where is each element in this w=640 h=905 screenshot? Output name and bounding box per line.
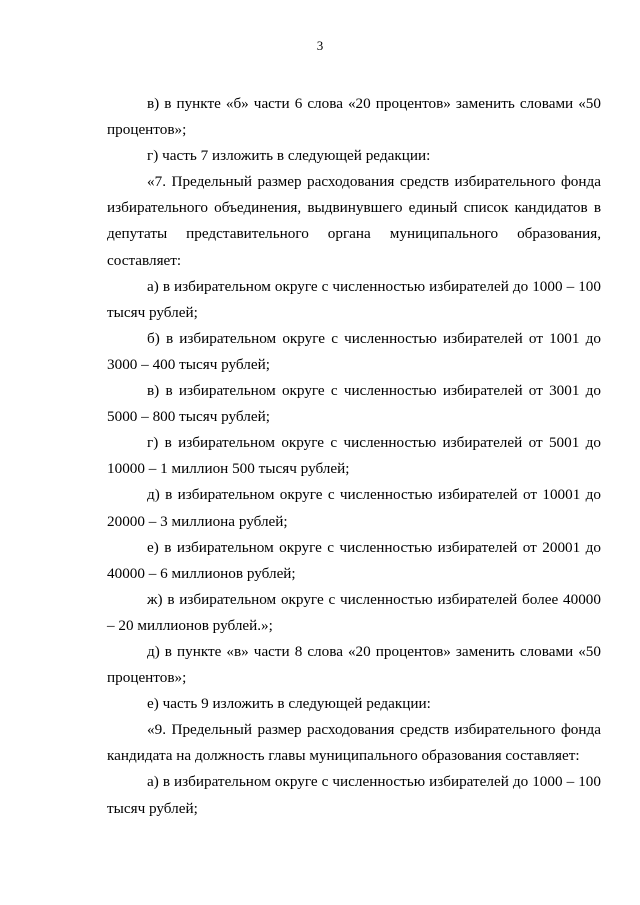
paragraph-part-9-text: «9. Предельный размер расходования средств избирательного фонда кандидата на должность главы муниципального образования составляет:	[107, 721, 601, 765]
list-item-7a: а) в избирательном округе с численностью избирателей до 1000 – 100 тысяч рублей;	[107, 277, 601, 321]
list-item-7b: б) в избирательном округе с численностью избирателей от 1001 до 3000 – 400 тысяч рублей;	[107, 329, 601, 373]
paragraph-amend-8v: д) в пункте «в» части 8 слова «20 процентов» заменить словами «50 процентов»;	[107, 642, 601, 687]
list-item-7g: г) в избирательном округе с численностью избирателей от 5001 до 10000 – 1 миллион 500 тысяч рублей;	[107, 434, 601, 478]
list-item-7v: в) в избирательном округе с численностью избирателей от 3001 до 5000 – 800 тысяч рублей;	[107, 382, 601, 426]
list-item-7zh: ж) в избирательном округе с численностью избирателей более 40000 – 20 миллионов рублей.»;	[107, 590, 601, 634]
paragraph-amend-6b: в) в пункте «б» части 6 слова «20 процентов» заменить словами «50 процентов»;	[107, 95, 601, 139]
paragraph-part-7-intro: г) часть 7 изложить в следующей редакции:	[147, 147, 431, 165]
paragraph-part-9-intro: е) часть 9 изложить в следующей редакции:	[147, 695, 431, 713]
paragraph-part-7-text: «7. Предельный размер расходования средств избирательного фонда избирательного объединения, выдвинувшего единый список кандидатов в депутаты представительного органа муниципального образования, составляет:	[107, 173, 601, 269]
list-item-7e: е) в избирательном округе с численностью избирателей от 20001 до 40000 – 6 миллионов рублей;	[107, 538, 601, 582]
page-number: 3	[316, 38, 324, 53]
document-body	[107, 91, 601, 822]
list-item-9a: а) в избирательном округе с численностью избирателей до 1000 – 100 тысяч рублей;	[107, 773, 601, 817]
list-item-7d: д) в избирательном округе с численностью избирателей от 10001 до 20000 – 3 миллиона рублей;	[107, 486, 601, 530]
